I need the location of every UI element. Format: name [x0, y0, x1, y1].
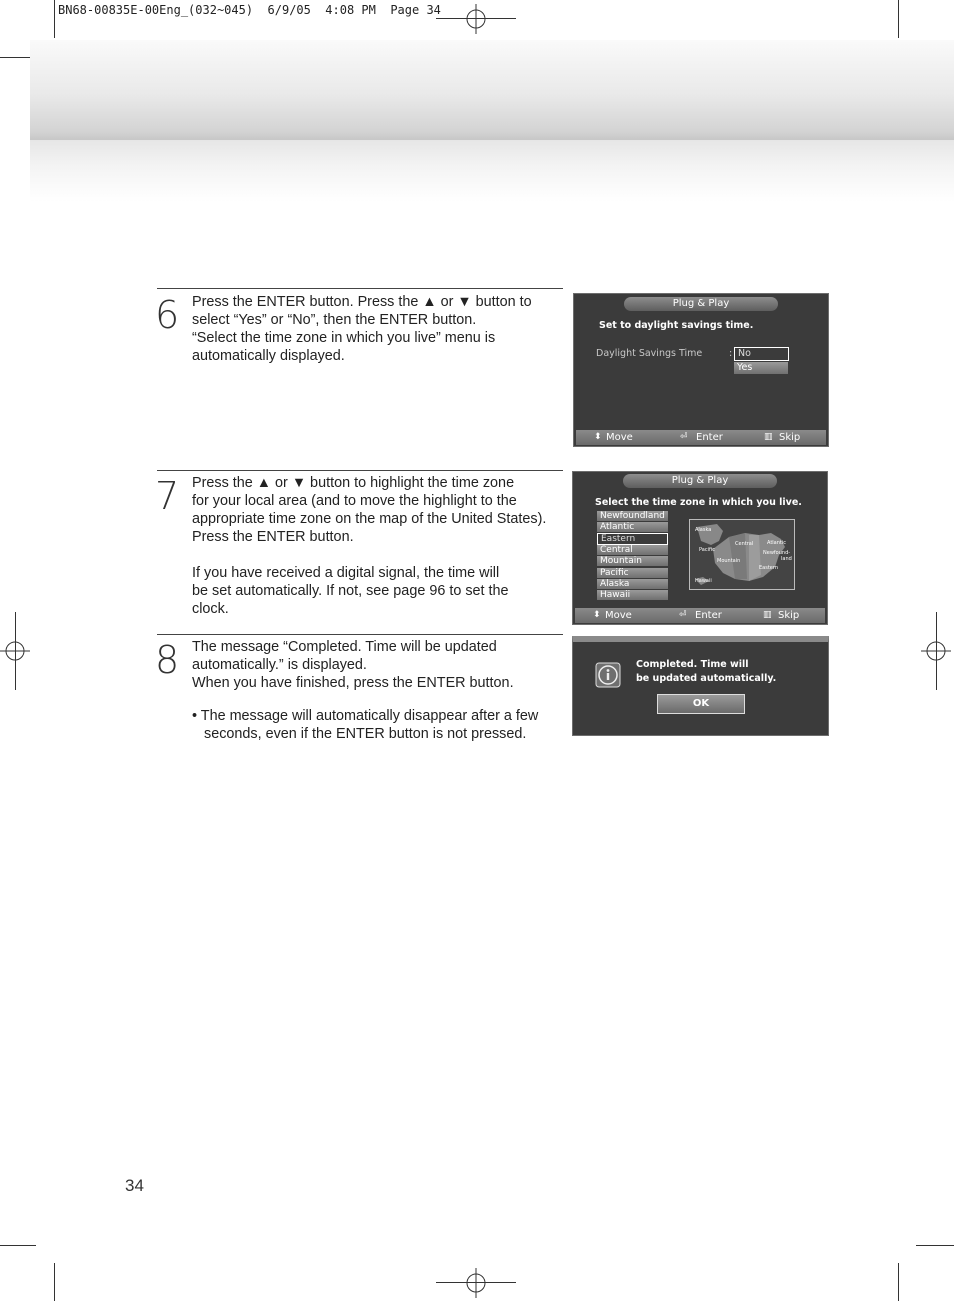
skip-icon: ▥: [764, 432, 773, 442]
footer-skip: Skip: [779, 432, 801, 443]
step-number: 6: [155, 293, 180, 337]
step-text: Press the ▲ or ▼ button to highlight the time zone for your local area (and to move the highlight to the appropriate time zone on the map of the United States). Press the ENTER button. If you have received a digital signal, the time will be set automatically. If not, see page 96 to set the clock.: [192, 475, 547, 617]
map-label-newfoundland-2: land: [781, 556, 792, 562]
crop-mark: [54, 1263, 55, 1301]
tz-mountain[interactable]: Mountain: [597, 556, 668, 567]
step-text: Press the ENTER button. Press the ▲ or ▼ button to select “Yes” or “No”, then the ENTER button. “Select the time zone in which you live” menu is automatically displayed.: [192, 294, 532, 364]
step-number: 7: [155, 474, 180, 518]
step-divider: [157, 288, 563, 289]
registration-mark-icon: [0, 636, 30, 666]
header-shadow: [30, 140, 954, 202]
crop-mark: [54, 0, 55, 38]
tz-alaska[interactable]: Alaska: [597, 579, 668, 590]
map-label-atlantic: Atlantic: [767, 540, 787, 546]
registration-mark-icon: [461, 4, 491, 34]
dst-option-yes[interactable]: Yes: [734, 362, 788, 374]
map-label-eastern: Eastern: [759, 565, 779, 571]
skip-icon: ▥: [763, 610, 772, 620]
map-label-pacific: Pacific: [699, 547, 715, 553]
map-label-newfoundland: Newfound-: [763, 550, 791, 556]
footer-enter: Enter: [696, 432, 723, 443]
move-icon: ⬍: [594, 432, 602, 442]
osd-footer: [575, 608, 825, 623]
osd-time-zone: [572, 471, 828, 625]
enter-icon: ⏎: [680, 432, 688, 442]
page-number: 34: [125, 1176, 144, 1195]
osd-daylight-savings: [573, 293, 829, 447]
tz-eastern[interactable]: Eastern: [597, 533, 668, 545]
step-note: • The message will automatically disappear after a few seconds, even if the ENTER button is not pressed.: [192, 708, 539, 742]
map-label-alaska: Alaska: [695, 527, 712, 533]
completed-message-line1: Completed. Time will: [636, 659, 749, 670]
footer-enter: Enter: [695, 610, 722, 621]
print-slug: BN68-00835E-00Eng_(032~045) 6/9/05 4:08 PM Page 34: [58, 3, 441, 17]
crop-mark: [916, 1245, 954, 1246]
registration-mark-icon: [921, 636, 951, 666]
tz-pacific[interactable]: Pacific: [597, 568, 668, 579]
dst-option-no[interactable]: No: [734, 347, 789, 361]
step-text: The message “Completed. Time will be updated automatically.” is displayed. When you have finished, press the ENTER button.: [192, 639, 514, 691]
registration-mark-icon: [461, 1268, 491, 1298]
crop-mark: [898, 0, 899, 38]
dst-colon: :: [729, 348, 733, 359]
osd-title: Plug & Play: [623, 474, 777, 488]
osd-footer: [576, 430, 826, 445]
footer-skip: Skip: [778, 610, 800, 621]
tz-newfoundland[interactable]: Newfoundland: [597, 511, 668, 522]
dst-label: Daylight Savings Time: [596, 348, 703, 359]
osd-completed: [572, 636, 829, 736]
step-number: 8: [155, 638, 180, 682]
tz-central[interactable]: Central: [597, 545, 668, 556]
time-zone-map[interactable]: [689, 519, 795, 590]
header-band: [30, 40, 954, 140]
move-icon: ⬍: [593, 610, 601, 620]
map-label-central: Central: [735, 541, 754, 547]
info-icon: [595, 662, 621, 688]
tz-atlantic[interactable]: Atlantic: [597, 522, 668, 533]
footer-move: Move: [605, 610, 632, 621]
map-label-mountain: Mountain: [717, 558, 741, 564]
footer-move: Move: [606, 432, 633, 443]
tz-hawaii[interactable]: Hawaii: [597, 590, 668, 601]
crop-mark: [898, 1263, 899, 1301]
enter-icon: ⏎: [679, 610, 687, 620]
step-divider: [157, 634, 563, 635]
osd-title: Plug & Play: [624, 297, 778, 311]
completed-message-line2: be updated automatically.: [636, 673, 777, 684]
osd-prompt: Set to daylight savings time.: [599, 320, 754, 331]
osd-prompt: Select the time zone in which you live.: [595, 497, 802, 508]
crop-mark: [0, 1245, 36, 1246]
map-label-hawaii: Hawaii: [695, 578, 712, 584]
step-divider: [157, 470, 563, 471]
ok-button[interactable]: OK: [657, 694, 745, 714]
